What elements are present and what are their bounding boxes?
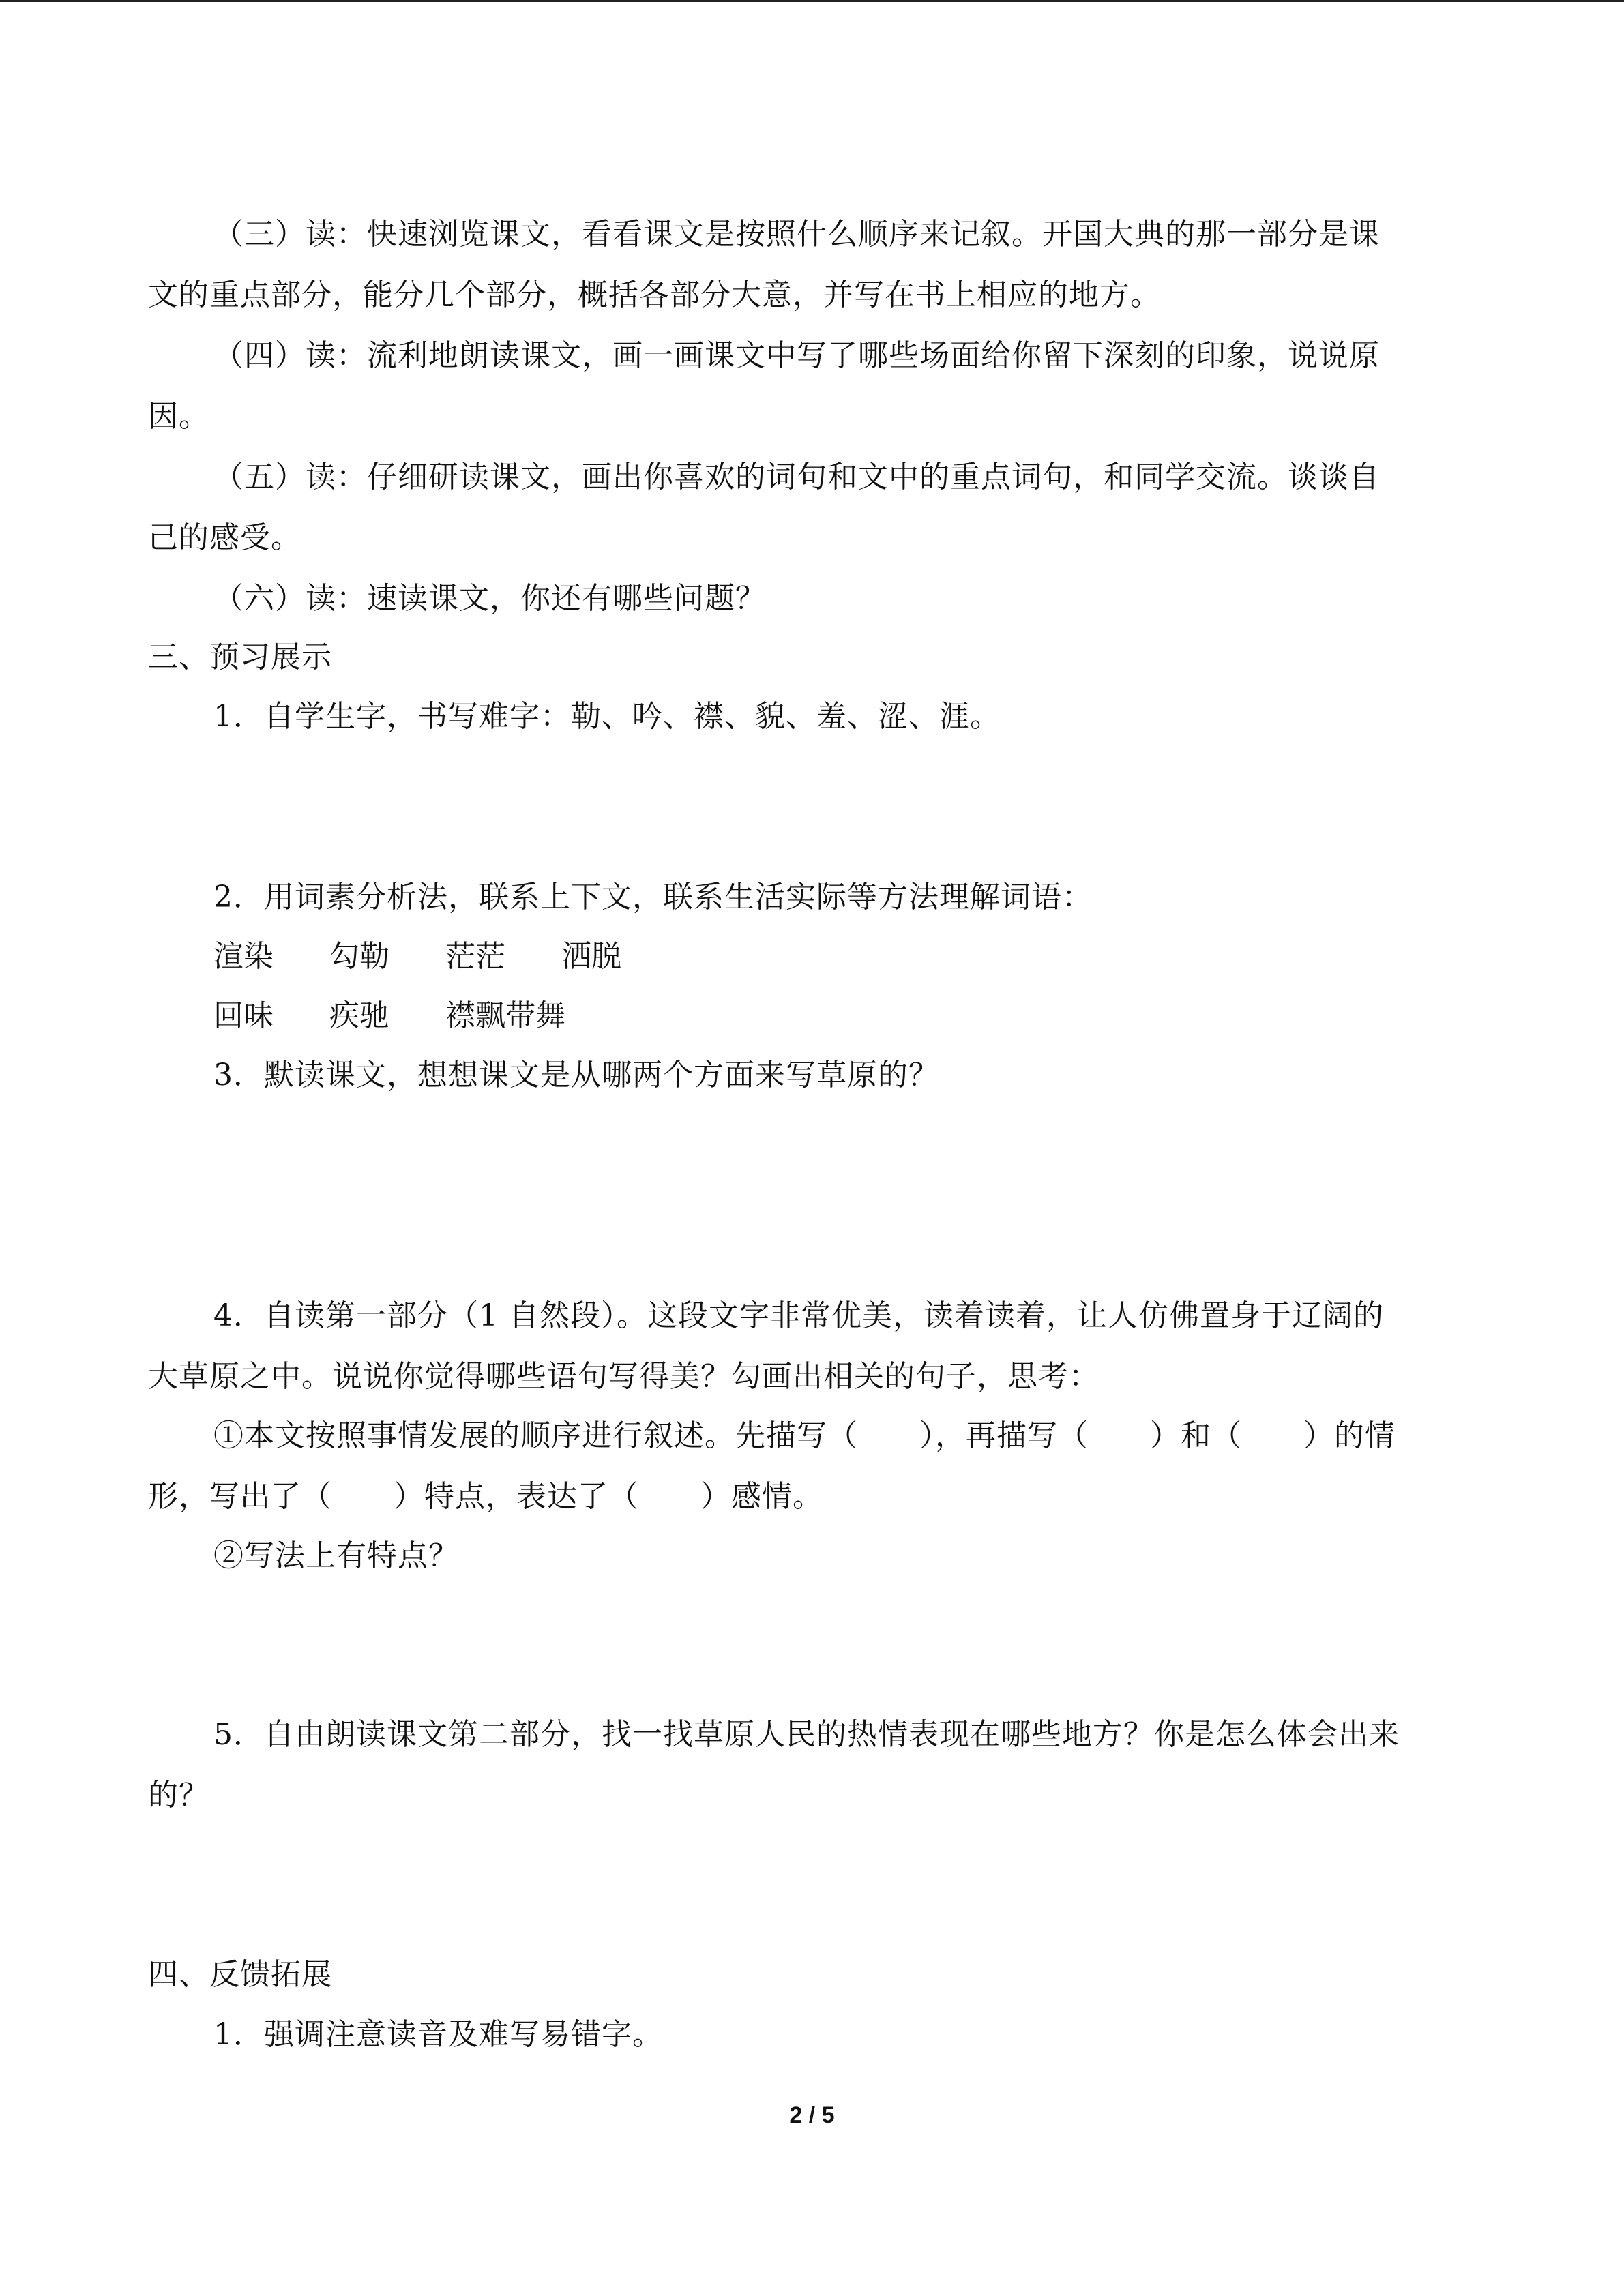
vocab-word: 渲染 (213, 939, 274, 974)
paragraph-read-three-line-2: 文的重点部分，能分几个部分，概括各部分大意，并写在书上相应的地方。 (148, 278, 1161, 312)
item-4-question-2: ②写法上有特点？ (213, 1538, 459, 1573)
vocab-row-1 (213, 927, 621, 987)
paragraph-read-five-line-1: （五）读：仔细研读课文，画出你喜欢的词句和文中的重点词句，和同学交流。谈谈自 (213, 460, 1380, 494)
item-4-question-1-line-2: 形，写出了（ ）特点，表达了（ ）感情。 (148, 1479, 823, 1514)
item-5-line-1: 5．自由朗读课文第二部分，找一找草原人民的热情表现在哪些地方？你是怎么体会出来 (213, 1717, 1400, 1752)
vocab-word: 襟飘带舞 (445, 998, 565, 1033)
paragraph-read-five-line-2: 己的感受。 (148, 520, 301, 555)
page-number: 2 / 5 (789, 2102, 835, 2128)
item-4-question-1-line-1: ①本文按照事情发展的顺序进行叙述。先描写（ ），再描写（ ）和（ ）的情 (213, 1418, 1396, 1453)
vocab-word: 茫茫 (445, 939, 505, 974)
paragraph-read-six: （六）读：速读课文，你还有哪些问题？ (213, 581, 766, 616)
feedback-item-1: 1．强调注意读音及难写易错字。 (213, 2017, 663, 2052)
paragraph-read-three-line-1: （三）读：快速浏览课文，看看课文是按照什么顺序来记叙。开国大典的那一部分是课 (213, 217, 1380, 252)
paragraph-read-four-line-2: 因。 (148, 399, 209, 434)
section-heading-preview-display: 三、预习展示 (148, 640, 332, 674)
item-4-line-2: 大草原之中。说说你觉得哪些语句写得美？勾画出相关的句子，思考： (148, 1359, 1099, 1394)
item-4-line-1: 4．自读第一部分（1 自然段）。这段文字非常优美，读着读着，让人仿佛置身于辽阔的 (213, 1298, 1384, 1333)
item-3-silent-reading: 3．默读课文，想想课文是从哪两个方面来写草原的？ (213, 1058, 939, 1092)
vocab-row-2 (213, 986, 565, 1046)
vocab-word: 回味 (213, 998, 274, 1033)
vocab-word: 洒脱 (561, 939, 621, 974)
item-5-line-2: 的？ (148, 1778, 209, 1813)
item-2-word-analysis: 2．用词素分析法，联系上下文，联系生活实际等方法理解词语： (213, 880, 1093, 914)
item-1-new-characters: 1．自学生字，书写难字：勒、吟、襟、貌、羞、涩、涯。 (213, 699, 1001, 734)
paragraph-read-four-line-1: （四）读：流利地朗读课文，画一画课文中写了哪些场面给你留下深刻的印象，说说原 (213, 338, 1380, 373)
section-heading-feedback: 四、反馈拓展 (148, 1957, 332, 1992)
vocab-word: 疾驰 (329, 998, 389, 1033)
vocab-word: 勾勒 (329, 939, 389, 974)
